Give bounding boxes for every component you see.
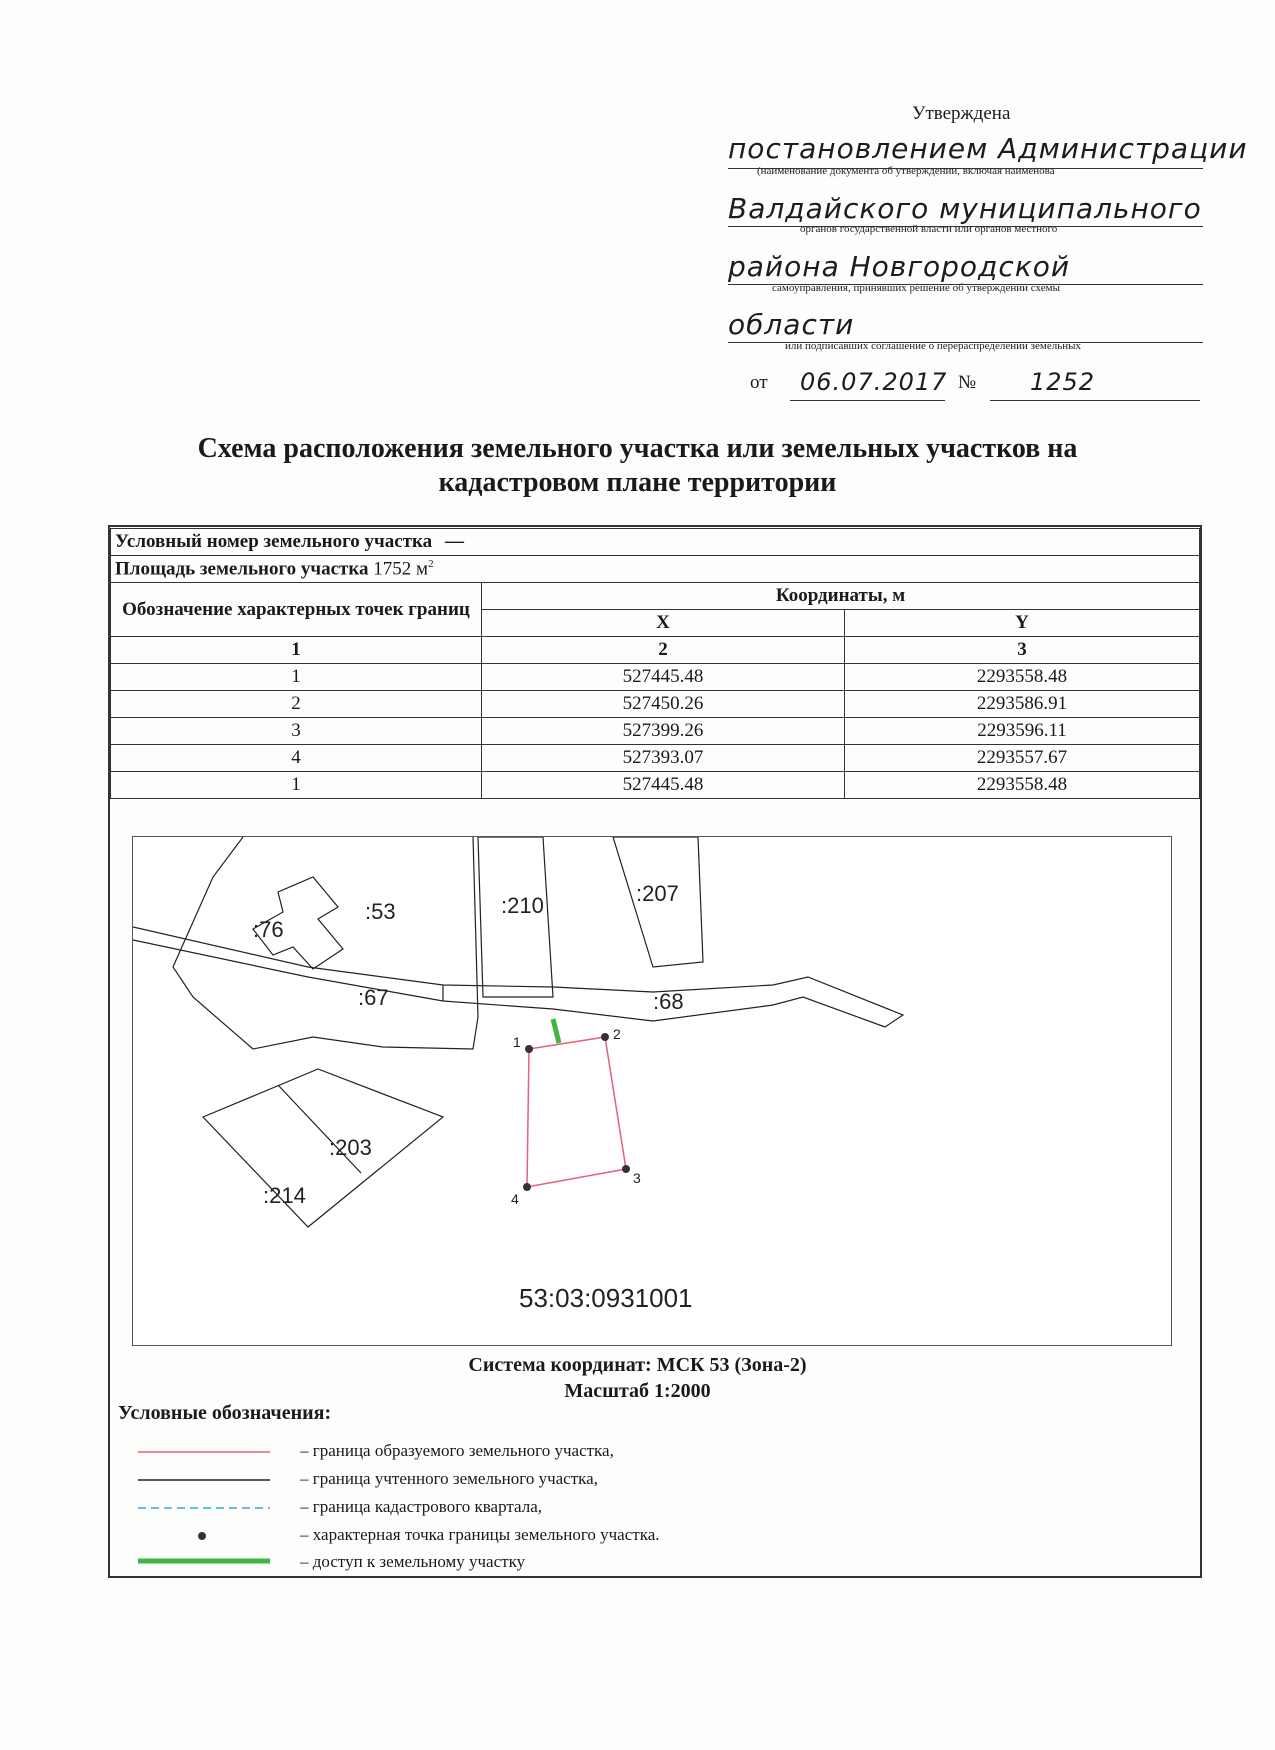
label-203: :203 bbox=[329, 1135, 372, 1160]
parcel-area-value: 1752 м bbox=[373, 558, 429, 580]
point-id: 2 bbox=[111, 691, 482, 718]
column-number-3: 3 bbox=[845, 637, 1200, 664]
y-value: 2293596.11 bbox=[845, 718, 1200, 745]
parcel-area-unit-sup: 2 bbox=[428, 557, 434, 570]
handwritten-authority-line: Валдайского муниципального bbox=[728, 192, 1202, 225]
point-4-marker bbox=[523, 1183, 531, 1191]
number-label: № bbox=[958, 372, 977, 393]
cadastral-map bbox=[132, 836, 1172, 1346]
point-label-3: 3 bbox=[633, 1170, 641, 1186]
table-row bbox=[111, 772, 1200, 799]
legend-item-quarter-boundary: – граница кадастрового квартала, bbox=[300, 1497, 542, 1516]
legend-item-new-boundary: – граница образуемого земельного участка, bbox=[300, 1441, 614, 1460]
legend-item-access: – доступ к земельному участку bbox=[300, 1552, 526, 1571]
point-1-marker bbox=[525, 1045, 533, 1053]
label-53: :53 bbox=[365, 899, 396, 924]
legend-point-symbol bbox=[198, 1532, 206, 1540]
caption-3: самоуправления, принявших решение об утверждении схемы bbox=[772, 282, 1060, 294]
label-68: :68 bbox=[653, 989, 684, 1014]
parcel-number-label: Условный номер земельного участка bbox=[115, 531, 433, 552]
parcel-area-row bbox=[111, 556, 1200, 583]
x-column-header: X bbox=[482, 610, 845, 637]
x-value: 527445.48 bbox=[482, 772, 845, 799]
legend-title: Условные обозначения: bbox=[118, 1402, 332, 1424]
y-value: 2293557.67 bbox=[845, 745, 1200, 772]
label-76: :76 bbox=[253, 917, 284, 942]
cadastral-quarter-label: 53:03:0931001 bbox=[519, 1283, 693, 1313]
point-id: 1 bbox=[111, 664, 482, 691]
label-67: :67 bbox=[358, 985, 389, 1010]
map-scale: Масштаб 1:2000 bbox=[564, 1380, 711, 1402]
from-label: от bbox=[750, 372, 768, 393]
point-3-marker bbox=[622, 1165, 630, 1173]
coords-column-header: Координаты, м bbox=[482, 583, 1200, 610]
label-207: :207 bbox=[636, 881, 679, 906]
label-210: :210 bbox=[501, 893, 544, 918]
y-value: 2293558.48 bbox=[845, 664, 1200, 691]
approval-number: 1252 bbox=[1030, 368, 1096, 396]
access-line bbox=[553, 1019, 559, 1043]
coordinate-system: Система координат: МСК 53 (Зона-2) bbox=[468, 1354, 807, 1376]
label-214: :214 bbox=[263, 1183, 306, 1208]
table-row bbox=[111, 691, 1200, 718]
date-underline bbox=[790, 400, 945, 401]
table-row bbox=[111, 664, 1200, 691]
number-underline bbox=[990, 400, 1200, 401]
point-id: 3 bbox=[111, 718, 482, 745]
x-value: 527393.07 bbox=[482, 745, 845, 772]
approved-label: Утверждена bbox=[912, 103, 1011, 124]
parcel-number-row bbox=[111, 529, 1200, 556]
handwritten-doc-line: постановлением Администрации bbox=[728, 132, 1248, 165]
legend-symbols bbox=[130, 1440, 280, 1575]
y-column-header: Y bbox=[845, 610, 1200, 637]
caption-1: (наименование документа об утверждении, включая наименова bbox=[757, 165, 1055, 177]
table-row bbox=[111, 745, 1200, 772]
point-2-marker bbox=[601, 1033, 609, 1041]
points-column-header: Обозначение характерных точек границ bbox=[111, 583, 482, 637]
road-north-edge bbox=[133, 927, 903, 1027]
x-value: 527450.26 bbox=[482, 691, 845, 718]
point-label-1: 1 bbox=[513, 1034, 521, 1050]
coordinates-table bbox=[110, 528, 1200, 799]
point-id: 1 bbox=[111, 772, 482, 799]
parcel-214-outline bbox=[203, 1069, 443, 1227]
parcel-number-value: — bbox=[444, 531, 464, 552]
y-value: 2293558.48 bbox=[845, 772, 1200, 799]
legend-item-characteristic-point: – характерная точка границы земельного участка. bbox=[300, 1525, 660, 1544]
point-label-4: 4 bbox=[511, 1191, 519, 1207]
formed-parcel-boundary bbox=[527, 1037, 626, 1187]
approval-date: 06.07.2017 bbox=[800, 368, 948, 396]
y-value: 2293586.91 bbox=[845, 691, 1200, 718]
legend-item-existing-boundary: – граница учтенного земельного участка, bbox=[300, 1469, 598, 1488]
map-drawing bbox=[133, 837, 1171, 1345]
document-title bbox=[0, 432, 1275, 500]
handwritten-region-line: области bbox=[728, 308, 855, 341]
table-row bbox=[111, 718, 1200, 745]
parcel-area-label: Площадь земельного участка bbox=[115, 558, 369, 580]
column-number-1: 1 bbox=[111, 637, 482, 664]
point-label-2: 2 bbox=[613, 1026, 621, 1042]
caption-2: органов государственной власти или органов местного bbox=[800, 223, 1058, 235]
parcel-53-outline bbox=[173, 837, 478, 1049]
title-line-1: Схема расположения земельного участка или земельных участков на bbox=[197, 433, 1078, 464]
x-value: 527399.26 bbox=[482, 718, 845, 745]
handwritten-district-line: района Новгородской bbox=[728, 250, 1071, 283]
x-value: 527445.48 bbox=[482, 664, 845, 691]
column-number-2: 2 bbox=[482, 637, 845, 664]
point-id: 4 bbox=[111, 745, 482, 772]
title-line-2: кадастровом плане территории bbox=[438, 467, 837, 498]
caption-4: или подписавших соглашение о перераспределении земельных bbox=[785, 340, 1082, 352]
coordinate-system-block bbox=[0, 1352, 1275, 1404]
